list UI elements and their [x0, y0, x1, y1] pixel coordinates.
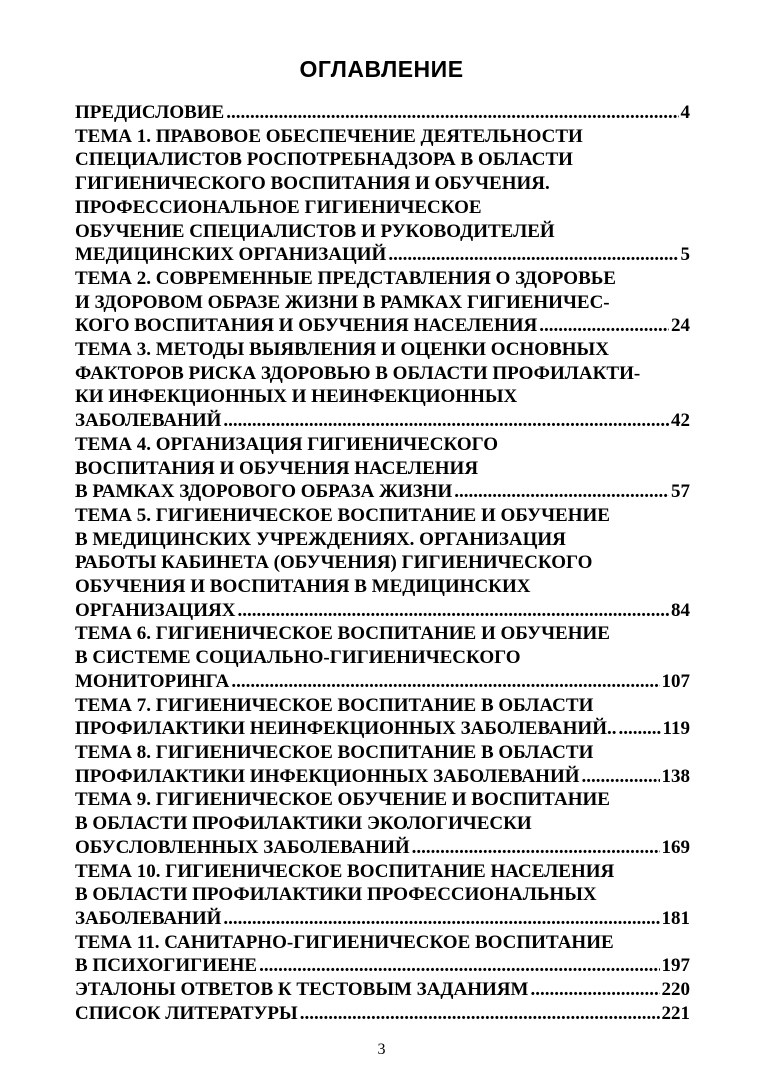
- toc-entry-text: ЭТАЛОНЫ ОТВЕТОВ К ТЕСТОВЫМ ЗАДАНИЯМ: [75, 979, 529, 1001]
- toc-entry-text: В РАМКАХ ЗДОРОВОГО ОБРАЗА ЖИЗНИ: [75, 481, 453, 503]
- toc-entry-line: [75, 243, 690, 267]
- toc-entry-line: [75, 338, 690, 362]
- toc-entry-line: [75, 148, 690, 172]
- toc-entry-text: КИ ИНФЕКЦИОННЫХ И НЕИНФЕКЦИОННЫХ: [75, 386, 518, 408]
- toc-entry-line: [75, 172, 690, 196]
- toc-entry-text: В МЕДИЦИНСКИХ УЧРЕЖДЕНИЯХ. ОРГАНИЗАЦИЯ: [75, 528, 566, 550]
- toc-entry[interactable]: [75, 338, 690, 433]
- toc-entry-text: КОГО ВОСПИТАНИЯ И ОБУЧЕНИЯ НАСЕЛЕНИЯ: [75, 315, 538, 337]
- toc-entry-line: [75, 860, 690, 884]
- toc-entry-text: ТЕМА 6. ГИГИЕНИЧЕСКОЕ ВОСПИТАНИЕ И ОБУЧЕНИЕ: [75, 623, 610, 645]
- toc-entry-text: В ОБЛАСТИ ПРОФИЛАКТИКИ ЭКОЛОГИЧЕСКИ: [75, 813, 532, 835]
- toc-entry-line: [75, 551, 690, 575]
- toc-entry-line: [75, 954, 690, 978]
- toc-dot-leader: [231, 670, 659, 694]
- toc-entry-line: [75, 646, 690, 670]
- toc-dot-leader: [412, 836, 660, 860]
- toc-dot-leader: [226, 101, 678, 125]
- toc-dot-leader: [223, 907, 659, 931]
- toc-entry-text: СПЕЦИАЛИСТОВ РОСПОТРЕБНАДЗОРА В ОБЛАСТИ: [75, 149, 573, 171]
- toc-dot-leader: [300, 1002, 660, 1026]
- toc-entry-line: [75, 291, 690, 315]
- toc-entry-text: ГИГИЕНИЧЕСКОГО ВОСПИТАНИЯ И ОБУЧЕНИЯ.: [75, 173, 550, 195]
- toc-entry-line: [75, 480, 690, 504]
- toc-entry-line: [75, 788, 690, 812]
- toc-entry-line: [75, 125, 690, 149]
- toc-entry-text: ТЕМА 4. ОРГАНИЗАЦИЯ ГИГИЕНИЧЕСКОГО: [75, 433, 498, 455]
- toc-entry-text: ОРГАНИЗАЦИЯХ: [75, 599, 236, 621]
- toc-entry-text: ОБУЧЕНИЕ СПЕЦИАЛИСТОВ И РУКОВОДИТЕЛЕЙ: [75, 220, 555, 242]
- page-number: 3: [377, 1041, 386, 1058]
- toc-entry-text: СПИСОК ЛИТЕРАТУРЫ: [75, 1002, 298, 1024]
- toc-entry[interactable]: [75, 978, 690, 1002]
- toc-page-number: 42: [671, 410, 690, 432]
- toc-entry[interactable]: [75, 860, 690, 931]
- toc-entry-text: ОБУЧЕНИЯ И ВОСПИТАНИЯ В МЕДИЦИНСКИХ: [75, 576, 531, 598]
- toc-page-number: 197: [661, 955, 690, 977]
- toc-entry[interactable]: [75, 788, 690, 859]
- toc-entry-line: [75, 599, 690, 623]
- toc-entry-line: [75, 528, 690, 552]
- toc-entry-line: [75, 385, 690, 409]
- toc-entry-text: ТЕМА 7. ГИГИЕНИЧЕСКОЕ ВОСПИТАНИЕ В ОБЛАСТИ: [75, 694, 594, 716]
- toc-entry-text: ТЕМА 3. МЕТОДЫ ВЫЯВЛЕНИЯ И ОЦЕНКИ ОСНОВНЫХ: [75, 339, 609, 361]
- toc-entry-text: ТЕМА 5. ГИГИЕНИЧЕСКОЕ ВОСПИТАНИЕ И ОБУЧЕНИЕ: [75, 504, 610, 526]
- toc-entry-text: ФАКТОРОВ РИСКА ЗДОРОВЬЮ В ОБЛАСТИ ПРОФИЛАКТИ-: [75, 362, 641, 384]
- toc-entry-line: [75, 931, 690, 955]
- toc-entry-text: МЕДИЦИНСКИХ ОРГАНИЗАЦИЙ: [75, 244, 387, 266]
- table-of-contents: [75, 101, 690, 1025]
- toc-entry-text: ВОСПИТАНИЯ И ОБУЧЕНИЯ НАСЕЛЕНИЯ: [75, 457, 479, 479]
- toc-page-number: 221: [661, 1002, 690, 1024]
- toc-dot-leader: [454, 480, 669, 504]
- toc-dot-leader: [618, 717, 660, 741]
- toc-dot-leader: [582, 765, 660, 789]
- toc-dot-leader: [388, 243, 678, 267]
- toc-entry-text: В ПСИХОГИГИЕНЕ: [75, 955, 258, 977]
- page-title: ОГЛАВЛЕНИЕ: [299, 56, 464, 82]
- toc-entry-line: [75, 622, 690, 646]
- toc-entry-text: В ОБЛАСТИ ПРОФИЛАКТИКИ ПРОФЕССИОНАЛЬНЫХ: [75, 884, 597, 906]
- toc-entry-line: [75, 504, 690, 528]
- toc-entry-text: МОНИТОРИНГА: [75, 670, 230, 692]
- toc-entry-line: [75, 670, 690, 694]
- toc-entry-text: И ЗДОРОВОМ ОБРАЗЕ ЖИЗНИ В РАМКАХ ГИГИЕНИЧЕС-: [75, 291, 610, 313]
- toc-entry-line: [75, 196, 690, 220]
- toc-page-number: 138: [661, 765, 690, 787]
- toc-entry-line: [75, 883, 690, 907]
- toc-entry-line: [75, 362, 690, 386]
- toc-page-number: 220: [661, 979, 690, 1001]
- toc-entry-text: ЗАБОЛЕВАНИЙ: [75, 410, 222, 432]
- toc-entry[interactable]: [75, 433, 690, 504]
- toc-entry-line: [75, 765, 690, 789]
- toc-entry-line: [75, 220, 690, 244]
- toc-entry-line: [75, 314, 690, 338]
- toc-dot-leader: [259, 954, 659, 978]
- toc-page-number: 5: [680, 244, 690, 266]
- toc-page-number: 181: [661, 907, 690, 929]
- toc-entry-text: ПРОФИЛАКТИКИ ИНФЕКЦИОННЫХ ЗАБОЛЕВАНИЙ: [75, 765, 580, 787]
- toc-entry[interactable]: [75, 101, 690, 125]
- toc-page-number: 24: [671, 315, 690, 337]
- toc-entry-line: [75, 101, 690, 125]
- toc-entry[interactable]: [75, 125, 690, 267]
- toc-page-number: 169: [661, 836, 690, 858]
- toc-entry-text: РАБОТЫ КАБИНЕТА (ОБУЧЕНИЯ) ГИГИЕНИЧЕСКОГО: [75, 552, 593, 574]
- toc-entry-line: [75, 812, 690, 836]
- toc-entry[interactable]: [75, 1002, 690, 1026]
- toc-dot-leader: [539, 314, 669, 338]
- toc-entry-text: ТЕМА 1. ПРАВОВОЕ ОБЕСПЕЧЕНИЕ ДЕЯТЕЛЬНОСТИ: [75, 125, 583, 147]
- toc-entry-text: ОБУСЛОВЛЕННЫХ ЗАБОЛЕВАНИЙ: [75, 836, 410, 858]
- toc-entry-line: [75, 978, 690, 1002]
- toc-entry[interactable]: [75, 504, 690, 623]
- toc-entry-line: [75, 457, 690, 481]
- toc-entry-text: ПРОФИЛАКТИКИ НЕИНФЕКЦИОННЫХ ЗАБОЛЕВАНИЙ..: [75, 718, 617, 740]
- toc-entry[interactable]: [75, 267, 690, 338]
- toc-entry[interactable]: [75, 694, 690, 741]
- toc-page-number: 57: [671, 481, 690, 503]
- toc-page-number: 119: [662, 718, 690, 740]
- toc-dot-leader: [237, 599, 669, 623]
- toc-entry-line: [75, 575, 690, 599]
- toc-entry-text: В СИСТЕМЕ СОЦИАЛЬНО-ГИГИЕНИЧЕСКОГО: [75, 647, 521, 669]
- toc-entry[interactable]: [75, 622, 690, 693]
- toc-entry-line: [75, 409, 690, 433]
- toc-entry-text: ТЕМА 8. ГИГИЕНИЧЕСКОЕ ВОСПИТАНИЕ В ОБЛАСТИ: [75, 741, 594, 763]
- toc-entry-text: ТЕМА 11. САНИТАРНО-ГИГИЕНИЧЕСКОЕ ВОСПИТАНИЕ: [75, 931, 614, 953]
- toc-entry-text: ЗАБОЛЕВАНИЙ: [75, 907, 222, 929]
- toc-entry-line: [75, 741, 690, 765]
- toc-entry-line: [75, 717, 690, 741]
- toc-entry-text: ПРОФЕССИОНАЛЬНОЕ ГИГИЕНИЧЕСКОЕ: [75, 196, 482, 218]
- toc-page-number: 4: [680, 102, 690, 123]
- toc-dot-leader: [223, 409, 669, 433]
- toc-page-number: 84: [671, 599, 690, 621]
- toc-entry-line: [75, 836, 690, 860]
- toc-entry-line: [75, 267, 690, 291]
- toc-entry-text: ТЕМА 10. ГИГИЕНИЧЕСКОЕ ВОСПИТАНИЕ НАСЕЛЕНИЯ: [75, 860, 615, 882]
- toc-entry-text: ТЕМА 2. СОВРЕМЕННЫЕ ПРЕДСТАВЛЕНИЯ О ЗДОРОВЬЕ: [75, 267, 616, 289]
- toc-entry-line: [75, 694, 690, 718]
- toc-entry[interactable]: [75, 931, 690, 978]
- toc-dot-leader: [530, 978, 659, 1002]
- toc-entry-line: [75, 433, 690, 457]
- toc-entry-text: ТЕМА 9. ГИГИЕНИЧЕСКОЕ ОБУЧЕНИЕ И ВОСПИТАНИЕ: [75, 789, 610, 811]
- toc-entry-line: [75, 1002, 690, 1026]
- toc-page-number: 107: [661, 670, 690, 692]
- toc-entry-text: ПРЕДИСЛОВИЕ: [75, 102, 225, 123]
- toc-entry[interactable]: [75, 741, 690, 788]
- toc-entry-line: [75, 907, 690, 931]
